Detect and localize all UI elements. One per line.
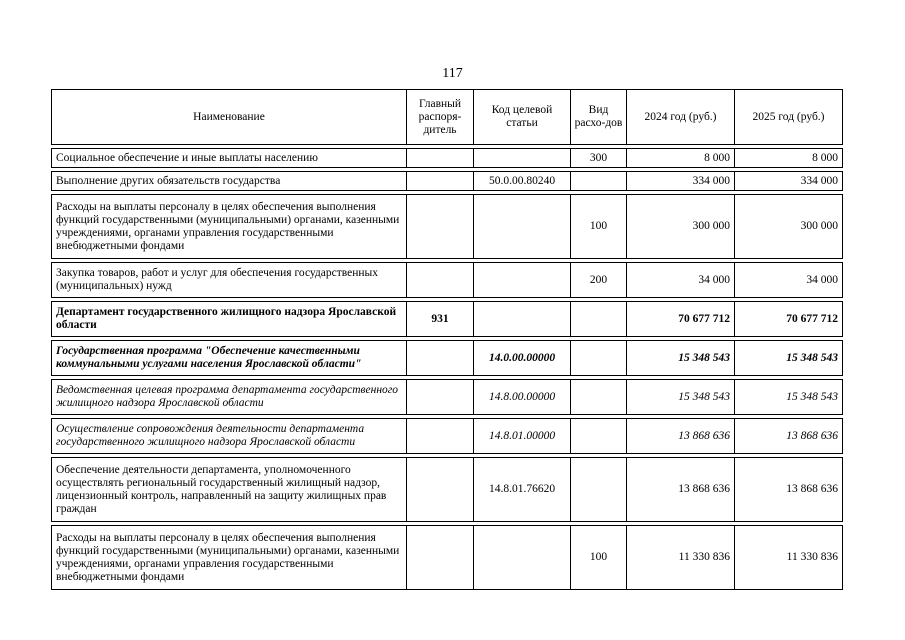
header-name: Наименование [52,90,407,145]
row-manager [407,195,474,259]
row-name: Расходы на выплаты персоналу в целях обеспечения выполнения функций государственными (муниципальными) органами, казенными учреждениями, органами управления государственными внебюджетными фондами [52,195,407,259]
row-2025: 34 000 [735,263,843,298]
row-2025: 13 868 636 [735,458,843,522]
row-type [571,341,627,376]
row-type [571,458,627,522]
row-manager [407,149,474,168]
row-2024: 34 000 [627,263,735,298]
row-type: 100 [571,526,627,590]
row-code [474,526,571,590]
table-row [52,458,843,522]
row-code: 50.0.00.80240 [474,172,571,191]
row-code [474,195,571,259]
page-number: 117 [442,66,463,81]
table-row [52,419,843,454]
row-name: Закупка товаров, работ и услуг для обеспечения государственных (муниципальных) нужд [52,263,407,298]
row-2024: 11 330 836 [627,526,735,590]
table-row [52,149,843,168]
row-name: Расходы на выплаты персоналу в целях обеспечения выполнения функций государственными (муниципальными) органами, казенными учреждениями, органами управления государственными внебюджетными фондами [52,526,407,590]
row-type [571,302,627,337]
table-header-row [52,90,843,145]
table-row [52,263,843,298]
row-name: Социальное обеспечение и иные выплаты населению [52,149,407,168]
table-row [52,302,843,337]
row-type [571,172,627,191]
row-manager: 931 [407,302,474,337]
row-type: 100 [571,195,627,259]
header-year-2024: 2024 год (руб.) [627,90,735,145]
header-year-2025: 2025 год (руб.) [735,90,843,145]
row-2025: 8 000 [735,149,843,168]
row-code: 14.0.00.00000 [474,341,571,376]
row-name: Департамент государственного жилищного надзора Ярославской области [52,302,407,337]
row-name: Ведомственная целевая программа департамента государственного жилищного надзора Ярославской области [52,380,407,415]
row-2024: 8 000 [627,149,735,168]
header-target-code: Код целевой статьи [474,90,571,145]
header-manager: Главный распоря-дитель [407,90,474,145]
row-type [571,419,627,454]
row-manager [407,526,474,590]
row-code: 14.8.01.00000 [474,419,571,454]
row-code: 14.8.01.76620 [474,458,571,522]
table-row [52,341,843,376]
row-2024: 70 677 712 [627,302,735,337]
row-manager [407,263,474,298]
row-2025: 300 000 [735,195,843,259]
row-2025: 13 868 636 [735,419,843,454]
table-row [52,526,843,590]
row-type [571,380,627,415]
row-2025: 15 348 543 [735,380,843,415]
row-name: Государственная программа "Обеспечение качественными коммунальными услугами населения Ярославской области" [52,341,407,376]
row-name: Выполнение других обязательств государства [52,172,407,191]
row-manager [407,458,474,522]
row-2024: 334 000 [627,172,735,191]
row-2025: 11 330 836 [735,526,843,590]
row-2024: 13 868 636 [627,419,735,454]
row-code [474,149,571,168]
row-manager [407,419,474,454]
table-row [52,380,843,415]
row-2024: 13 868 636 [627,458,735,522]
row-manager [407,341,474,376]
row-code [474,263,571,298]
row-manager [407,172,474,191]
row-name: Обеспечение деятельности департамента, уполномоченного осуществлять региональный государственный жилищный надзор, лицензионный контроль, направленный на защиту жилищных прав граждан [52,458,407,522]
row-2024: 15 348 543 [627,380,735,415]
row-2025: 334 000 [735,172,843,191]
row-code: 14.8.00.00000 [474,380,571,415]
row-2025: 70 677 712 [735,302,843,337]
table-row [52,195,843,259]
row-name: Осуществление сопровождения деятельности департамента государственного жилищного надзора Ярославской области [52,419,407,454]
row-type: 300 [571,149,627,168]
budget-table [51,89,843,590]
row-code [474,302,571,337]
row-2025: 15 348 543 [735,341,843,376]
header-expense-type: Вид расхо-дов [571,90,627,145]
row-2024: 300 000 [627,195,735,259]
row-type: 200 [571,263,627,298]
row-manager [407,380,474,415]
row-2024: 15 348 543 [627,341,735,376]
table-row [52,172,843,191]
